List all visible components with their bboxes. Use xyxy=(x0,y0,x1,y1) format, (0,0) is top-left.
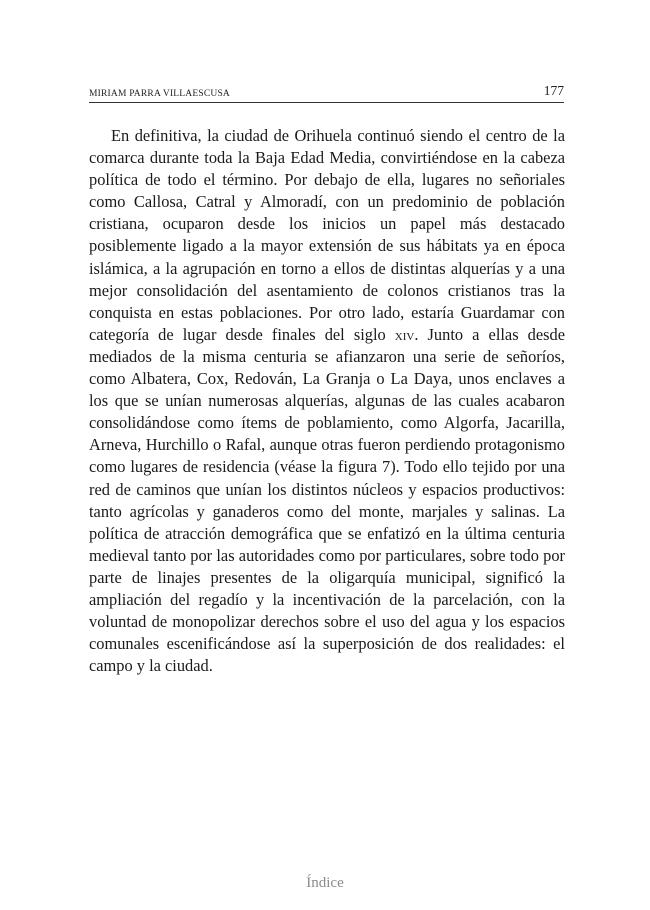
paragraph-text-part-1: En definitiva, la ciudad de Orihuela continuó siendo el centro de la comarca durante toda la Baja Edad Media, convirtiéndose en la cabeza política de todo el término. Por debajo de ella, lugares no señoriales como Callosa, Catral y Almoradí, con un predominio de población cristiana, ocuparon desde los inicios un papel más destacado posiblemente ligado a la mayor extensión de sus hábitats ya en época islámica, a la agrupación en torno a ellos de distintas alquerías y a una mejor consolidación del asentamiento de colonos cristianos tras la conquista en estas poblaciones. Por otro lado, estaría Guardamar con categoría de lugar desde finales del siglo xyxy=(89,126,565,344)
body-paragraph xyxy=(89,125,565,677)
author-name: MIRIAM PARRA VILLAESCUSA xyxy=(89,89,230,99)
page-number: 177 xyxy=(543,83,564,98)
index-link[interactable]: Índice xyxy=(306,875,344,891)
running-header xyxy=(89,84,564,103)
century-numeral: xiv xyxy=(394,324,415,344)
paragraph-text-part-2: . Junto a ellas desde mediados de la misma centuria se afianzaron una serie de señoríos, como Albatera, Cox, Redován, La Granja o La Daya, unos enclaves a los que se unían numerosas alquerías, algunas de las cuales acabaron consolidándose como ítems de poblamiento, como Algorfa, Jacarilla, Arneva, Hurchillo o Rafal, aunque otras fueron perdiendo protagonismo como lugares de residencia (véase la figura 7). Todo ello tejido por una red de caminos que unían los distintos núcleos y espacios productivos: tanto agrícolas y ganaderos como del monte, marjales y salinas. La política de atracción demográfica que se enfatizó en la última centuria medieval tanto por las autoridades como por particulares, sobre todo por parte de linajes presentes de la oligarquía municipal, significó la ampliación del regadío y la incentivación de la parcelación, con la voluntad de monopolizar derechos sobre el uso del agua y los espacios comunales escenificándose así la superposición de dos realidades: el campo y la ciudad. xyxy=(89,324,565,676)
